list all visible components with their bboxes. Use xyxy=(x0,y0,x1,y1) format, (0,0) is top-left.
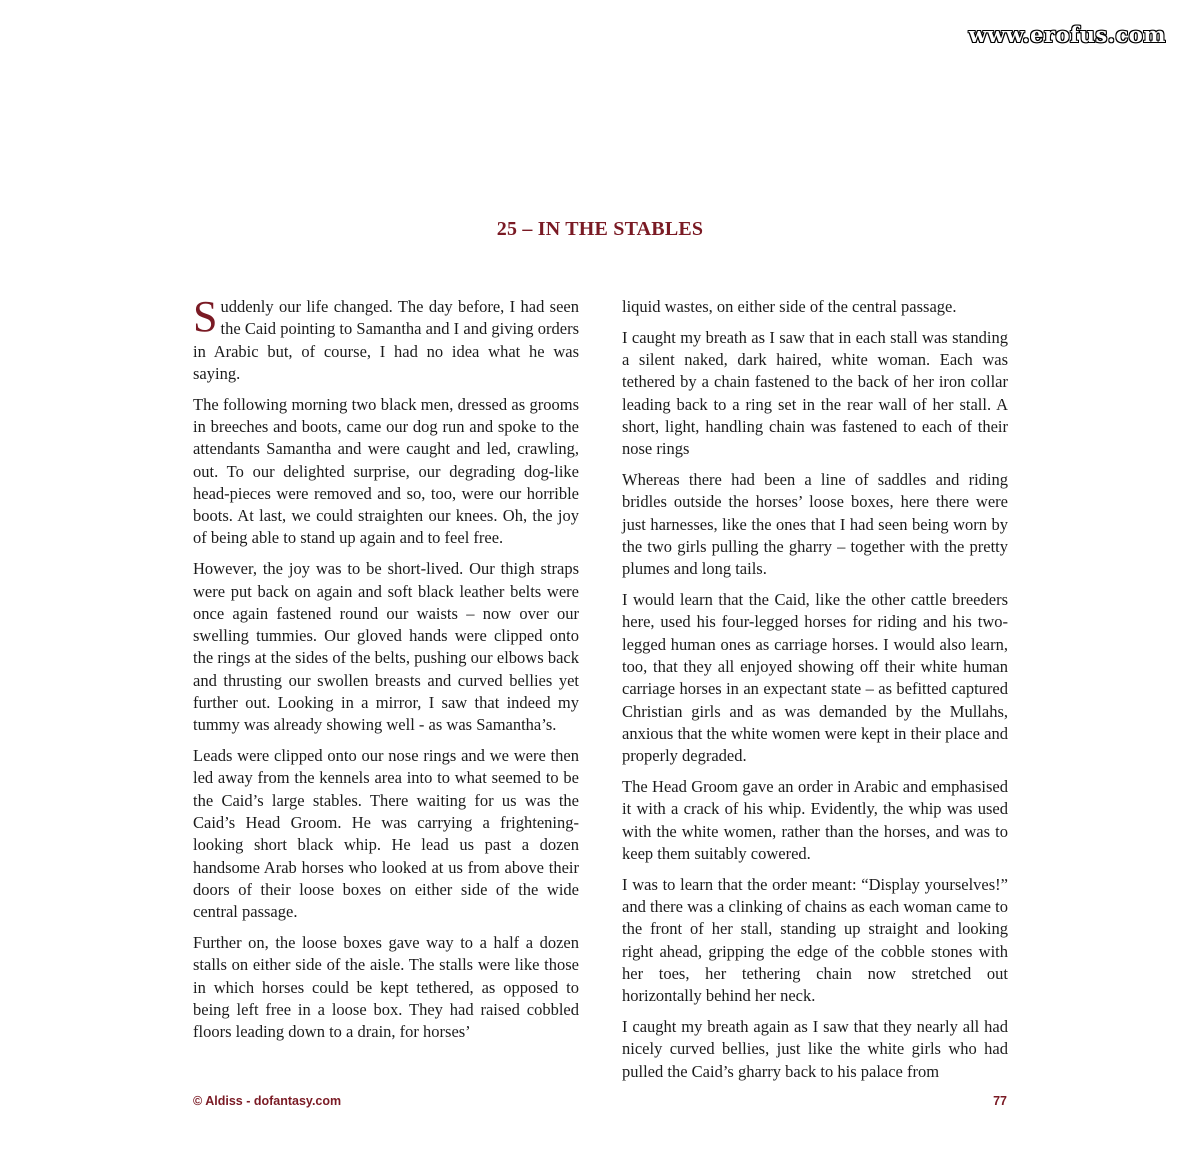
paragraph: I would learn that the Caid, like the other cattle breeders here, used his four-legged horses for riding and his two-legged human ones as carriage horses. I would also learn, too, that they all enjoyed showing off their white human carriage horses in an expectant state – as befitted captured Christian girls and as was demanded by the Mullahs, anxious that the white women were kept in their place and properly degraded. xyxy=(622,590,1008,766)
paragraph: I was to learn that the order meant: “Display yourselves!” and there was a clinking of chains as each woman came to the front of her stall, standing up straight and looking right ahead, gripping the edge of the cobble stones with her toes, her tethering chain now stretched out horizontally behind her neck. xyxy=(622,874,1008,1006)
right-text-column xyxy=(622,296,1008,1091)
paragraph xyxy=(193,292,579,385)
paragraph: Leads were clipped onto our nose rings and we were then led away from the kennels area into to what seemed to be the Caid’s large stables. There waiting for us was the Caid’s Head Groom. He was carrying a frightening-looking short black whip. He lead us past a dozen handsome Arab horses who looked at us from above their doors of their loose boxes on either side of the wide central passage. xyxy=(193,746,579,922)
paragraph: Whereas there had been a line of saddles and riding bridles outside the horses’ loose boxes, here there were just harnesses, like the ones that I had seen being worn by the two girls pulling the gharry – together with the pretty plumes and long tails. xyxy=(622,470,1008,579)
footer-copyright: © Aldiss - dofantasy.com xyxy=(193,1094,342,1108)
left-text-column xyxy=(193,292,579,1052)
page-number: 77 xyxy=(993,1094,1007,1108)
paragraph: I caught my breath again as I saw that they nearly all had nicely curved bellies, just like the white girls who had pulled the Caid’s gharry back to his palace from xyxy=(622,1016,1008,1081)
paragraph: Further on, the loose boxes gave way to a half a dozen stalls on either side of the aisle. The stalls were like those in which horses could be kept tethered, as opposed to being left free in a loose box. They had raised cobbled floors leading down to a drain, for horses’ xyxy=(193,933,579,1042)
paragraph: The Head Groom gave an order in Arabic and emphasised it with a crack of his whip. Evidently, the whip was used with the white women, rather than the horses, and was to keep them suitably cowered. xyxy=(622,776,1008,863)
paragraph: I caught my breath as I saw that in each stall was standing a silent naked, dark haired, white woman. Each was tethered by a chain fastened to the back of her iron collar leading back to a ring set in the rear wall of her stall. A short, light, handling chain was fastened to each of their nose rings xyxy=(622,327,1008,459)
site-watermark: www.erofus.com xyxy=(968,22,1166,47)
paragraph: The following morning two black men, dressed as grooms in breeches and boots, came our dog run and spoke to the attendants Samantha and were caught and led, crawling, out. To our delighted surprise, our degrading dog-like head-pieces were removed and so, too, were our horrible boots. At last, we could straighten our knees. Oh, the joy of being able to stand up again and to feel free. xyxy=(193,394,579,548)
chapter-title: 25 – IN THE STABLES xyxy=(496,218,704,240)
drop-cap: S xyxy=(193,292,218,341)
paragraph: liquid wastes, on either side of the central passage. xyxy=(622,297,957,316)
paragraph: However, the joy was to be short-lived. Our thigh straps were put back on again and soft black leather belts were once again fastened round our waists – now over our swelling tummies. Our gloved hands were clipped onto the rings at the sides of the belts, pushing our elbows back and thrusting our swollen breasts and curved bellies yet further out. Looking in a mirror, I saw that indeed my tummy was already showing well - as was Samantha’s. xyxy=(193,559,579,735)
paragraph-text: uddenly our life changed. The day before, I had seen the Caid pointing to Samantha and I and giving orders in Arabic but, of course, I had no idea what he was saying. xyxy=(193,297,579,383)
